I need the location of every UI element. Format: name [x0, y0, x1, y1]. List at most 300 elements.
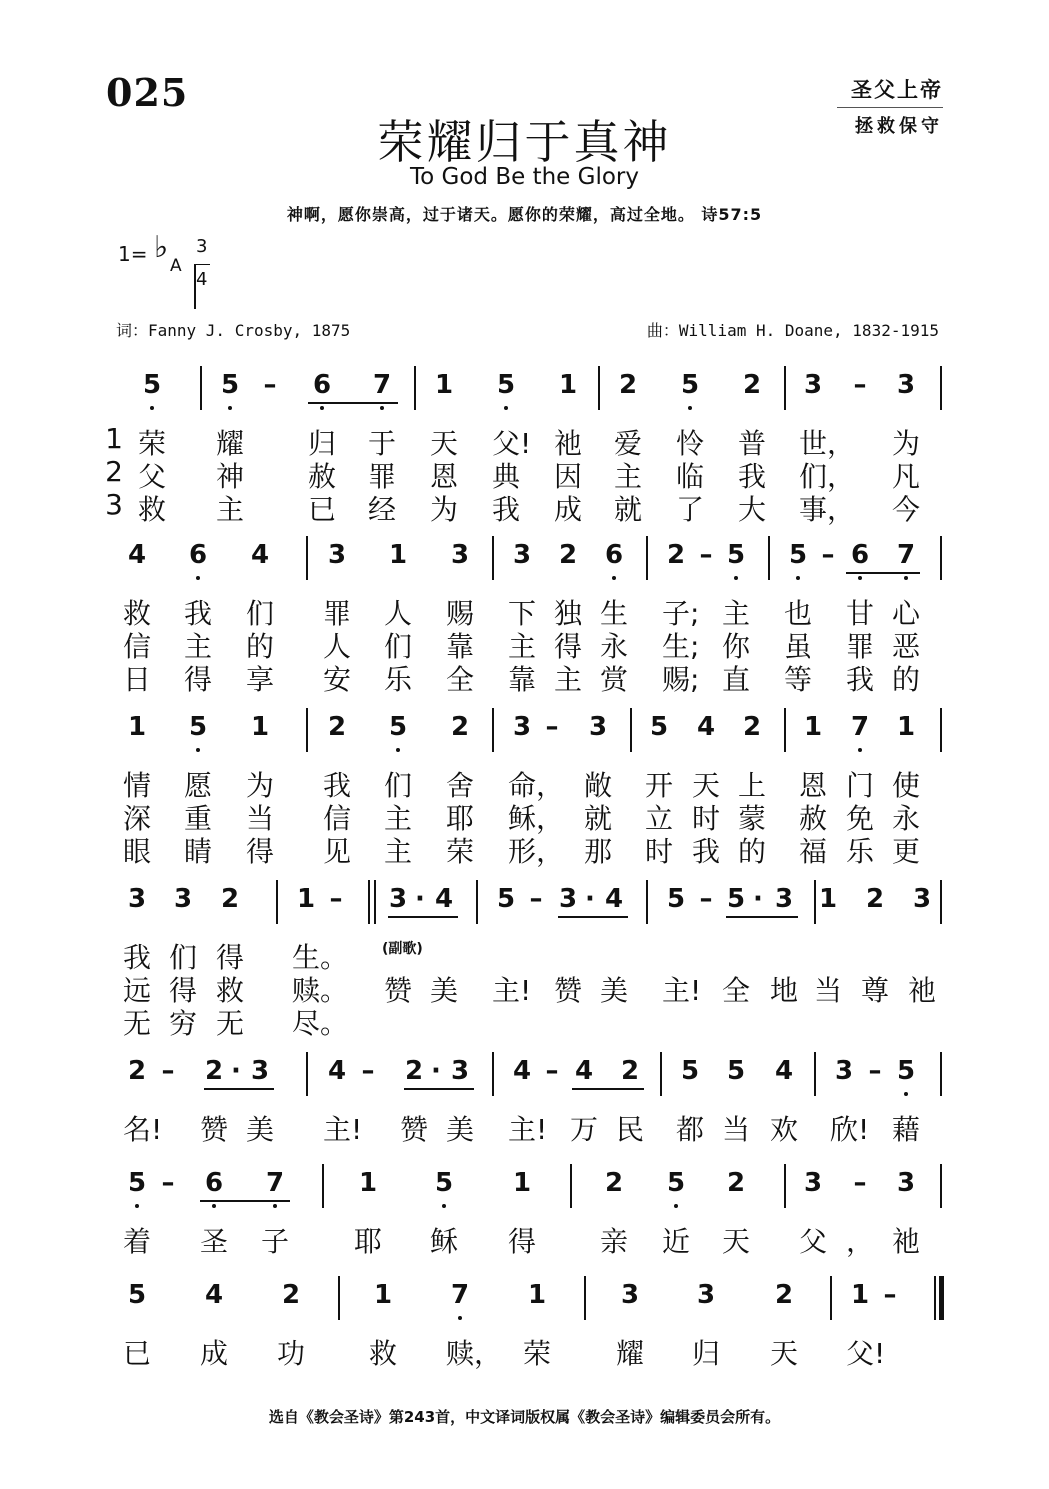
note: 5	[788, 540, 808, 570]
note: 6	[604, 540, 624, 570]
lyric-char: 主	[383, 835, 412, 868]
note: 5	[666, 884, 686, 914]
note: 7	[896, 540, 916, 570]
lyric-char: 上	[737, 769, 766, 802]
beam-underline	[846, 572, 920, 574]
hold-dash: –	[821, 540, 835, 570]
lyric-char: 生;	[662, 630, 700, 663]
lyric-char: 恩	[798, 769, 827, 802]
lyric-char: 无	[215, 1007, 244, 1040]
lyric-char: 成	[199, 1337, 228, 1370]
refrain-label: (副歌)	[382, 941, 423, 957]
lyric-char: 就	[613, 493, 642, 526]
lyric-char: 人	[383, 597, 412, 630]
lyric-char: 深	[122, 802, 151, 835]
lyric-line	[0, 488, 1049, 526]
lyric-char: 天	[721, 1225, 750, 1258]
bar-line	[830, 1276, 832, 1320]
low-octave-dot	[904, 576, 908, 580]
lyric-char: 圣	[199, 1225, 228, 1258]
lyric-char: 门	[845, 769, 874, 802]
dot-rhythm: ·	[431, 1056, 441, 1086]
lyric-char: 尊	[860, 974, 889, 1007]
lyric-char: 赎，	[446, 1337, 503, 1370]
lyric-char: 着	[122, 1225, 151, 1258]
lyric-char: 全	[445, 663, 474, 696]
time-denominator: 4	[196, 269, 208, 290]
bar-line	[660, 1052, 662, 1096]
bar-line	[814, 1052, 816, 1096]
lyric-char: 赦	[798, 802, 827, 835]
lyric-char: 我	[122, 941, 151, 974]
note: 1	[527, 1280, 547, 1310]
bar-line	[768, 536, 770, 580]
lyric-line	[0, 764, 1049, 802]
lyric-char: 重	[183, 802, 212, 835]
lyric-char: 赞	[553, 974, 582, 1007]
hold-dash: –	[329, 884, 343, 914]
double-bar-line	[374, 880, 376, 924]
beam-underline	[308, 402, 398, 404]
note: 5	[142, 370, 162, 400]
lyric-char: 救	[122, 597, 151, 630]
note: 5	[434, 1168, 454, 1198]
lyric-char: 赏	[599, 663, 628, 696]
lyric-char: 主	[613, 460, 642, 493]
low-octave-dot	[612, 576, 616, 580]
bar-line	[322, 1164, 324, 1208]
note: 5	[220, 370, 240, 400]
lyric-char: 我	[491, 493, 520, 526]
note: 2	[281, 1280, 301, 1310]
bar-line	[306, 536, 308, 580]
lyric-char: 日	[122, 663, 151, 696]
note: 1	[558, 370, 578, 400]
bar-line	[784, 1164, 786, 1208]
lyric-char: 于	[367, 427, 396, 460]
lyric-char: 美	[445, 1113, 474, 1146]
lyric-char: 主	[215, 493, 244, 526]
note: 7	[265, 1168, 285, 1198]
lyric-char: 祂	[907, 974, 936, 1007]
lyric-char: 当	[813, 974, 842, 1007]
lyricist-credit: 词：Fanny J. Crosby, 1875	[116, 321, 351, 340]
low-octave-dot	[150, 406, 154, 410]
lyric-line	[0, 1220, 1049, 1258]
lyric-char: 耶	[353, 1225, 382, 1258]
note: 2	[666, 540, 686, 570]
note: 1	[850, 1280, 870, 1310]
lyric-char: 救	[137, 493, 166, 526]
lyric-char: 享	[245, 663, 274, 696]
lyric-char: 我	[183, 597, 212, 630]
note: 1	[388, 540, 408, 570]
lyric-line	[0, 1002, 1049, 1040]
bar-line	[940, 1052, 942, 1096]
lyric-char: 欣!	[830, 1113, 870, 1146]
low-octave-dot	[396, 748, 400, 752]
note: 3	[127, 884, 147, 914]
lyric-char: 直	[721, 663, 750, 696]
lyric-char: 都	[675, 1113, 704, 1146]
lyric-char: 当	[721, 1113, 750, 1146]
lyric-char: 形，	[508, 835, 565, 868]
low-octave-dot	[442, 1204, 446, 1208]
lyric-char: 归	[691, 1337, 720, 1370]
note: 4	[604, 884, 624, 914]
note: 6	[204, 1168, 224, 1198]
note: 2	[558, 540, 578, 570]
note: 5	[188, 712, 208, 742]
lyric-char: 天	[691, 769, 720, 802]
lyric-char: 罪	[845, 630, 874, 663]
low-octave-dot	[212, 1204, 216, 1208]
lyric-char: 主!	[508, 1113, 548, 1146]
note: 5	[666, 1168, 686, 1198]
flat-sign: ♭	[154, 230, 169, 265]
lyric-char: 主	[721, 597, 750, 630]
note: 5	[649, 712, 669, 742]
lyric-char: 耀	[615, 1337, 644, 1370]
lyric-char: 也	[783, 597, 812, 630]
lyric-char: 子	[260, 1225, 289, 1258]
lyric-char: 见	[322, 835, 351, 868]
lyric-char: 当	[245, 802, 274, 835]
lyric-char: 近	[661, 1225, 690, 1258]
notation-row	[0, 1276, 1049, 1322]
low-octave-dot	[196, 576, 200, 580]
lyric-char: 神	[215, 460, 244, 493]
low-octave-dot	[858, 748, 862, 752]
lyric-char: 尽。	[292, 1007, 349, 1040]
lyric-char: 耀	[215, 427, 244, 460]
note: 3	[620, 1280, 640, 1310]
lyric-char: 愿	[183, 769, 212, 802]
lyric-char: 主!	[662, 974, 702, 1007]
lyric-char: 我	[845, 663, 874, 696]
bar-line	[306, 1052, 308, 1096]
lyric-char: 的	[891, 663, 920, 696]
lyric-char: 美	[429, 974, 458, 1007]
lyric-char: 你	[721, 630, 750, 663]
note: 3	[388, 884, 408, 914]
hold-dash: –	[545, 712, 559, 742]
lyric-char: 2	[105, 455, 123, 488]
note: 2	[742, 370, 762, 400]
lyric-line	[0, 797, 1049, 835]
lyric-char: 们	[168, 941, 197, 974]
lyric-line	[0, 1332, 1049, 1370]
bar-line	[630, 708, 632, 752]
hold-dash: –	[883, 1280, 897, 1310]
note: 4	[127, 540, 147, 570]
hold-dash: –	[699, 540, 713, 570]
lyric-char: 得	[553, 630, 582, 663]
lyric-char: 的	[737, 835, 766, 868]
lyric-char: 信	[122, 630, 151, 663]
lyric-char: 美	[245, 1113, 274, 1146]
lyric-char: 为	[429, 493, 458, 526]
lyric-char: 荣	[522, 1337, 551, 1370]
lyric-char: 经	[367, 493, 396, 526]
key-note: A	[170, 256, 182, 276]
hold-dash: –	[529, 884, 543, 914]
copyright-footer: 选自《教会圣诗》第243首，中文译词版权属《教会圣诗》编辑委员会所有。	[268, 1408, 781, 1426]
lyric-char: 我	[322, 769, 351, 802]
bar-line	[814, 880, 816, 924]
hold-dash: –	[699, 884, 713, 914]
bar-line	[414, 366, 416, 410]
lyric-char: 归	[307, 427, 336, 460]
lyric-char: 无	[122, 1007, 151, 1040]
hold-dash: –	[545, 1056, 559, 1086]
note: 2	[327, 712, 347, 742]
note: 6	[188, 540, 208, 570]
note: 2	[742, 712, 762, 742]
lyric-char: 永	[891, 802, 920, 835]
lyric-char: 荣	[445, 835, 474, 868]
note: 1	[803, 712, 823, 742]
lyric-char: 靠	[445, 630, 474, 663]
note: 2	[204, 1056, 224, 1086]
bar-line	[584, 1276, 586, 1320]
lyric-char: 普	[737, 427, 766, 460]
bar-line	[940, 708, 942, 752]
bar-line	[570, 1164, 572, 1208]
bar-line	[306, 708, 308, 752]
lyric-char: 生	[599, 597, 628, 630]
lyric-char: 父	[137, 460, 166, 493]
lyric-char: 那	[583, 835, 612, 868]
dot-rhythm: ·	[753, 884, 763, 914]
beam-underline	[726, 916, 798, 918]
lyric-char: 父	[798, 1225, 827, 1258]
lyric-char: 世，	[799, 427, 856, 460]
lyric-char: 主	[383, 802, 412, 835]
lyric-char: 已	[122, 1337, 151, 1370]
low-octave-dot	[904, 1092, 908, 1096]
bar-line	[940, 366, 942, 410]
lyric-char: 赞	[399, 1113, 428, 1146]
note: 4	[250, 540, 270, 570]
lyric-char: 3	[105, 488, 123, 521]
lyric-char: 乐	[383, 663, 412, 696]
note: 3	[588, 712, 608, 742]
lyric-char: 远	[122, 974, 151, 1007]
bar-line	[784, 708, 786, 752]
lyric-char: 人	[322, 630, 351, 663]
note: 3	[450, 540, 470, 570]
lyric-char: 得	[168, 974, 197, 1007]
low-octave-dot	[380, 406, 384, 410]
lyric-char: 藉	[891, 1113, 920, 1146]
lyric-char: 独	[553, 597, 582, 630]
lyric-char: 地	[769, 974, 798, 1007]
lyric-char: 主	[183, 630, 212, 663]
composer-credit: 曲：William H. Doane, 1832-1915	[646, 321, 939, 340]
category-main: 圣父上帝	[837, 74, 943, 108]
lyric-char: 为	[245, 769, 274, 802]
lyric-char: 免	[845, 802, 874, 835]
lyric-line	[0, 830, 1049, 868]
lyric-line	[0, 936, 1049, 974]
notation-row	[0, 536, 1049, 582]
hymn-title: 荣耀归于真神	[377, 115, 672, 169]
lyric-char: 父!	[846, 1337, 886, 1370]
low-octave-dot	[734, 576, 738, 580]
lyric-char: 时	[644, 835, 673, 868]
hold-dash: –	[868, 1056, 882, 1086]
double-bar-line	[368, 880, 370, 924]
lyric-char: 们	[383, 630, 412, 663]
note: 3	[803, 1168, 823, 1198]
lyric-char: 天	[429, 427, 458, 460]
low-octave-dot	[196, 748, 200, 752]
note: 2	[127, 1056, 147, 1086]
lyric-char: 我	[737, 460, 766, 493]
lyric-line	[0, 1108, 1049, 1146]
note: 4	[434, 884, 454, 914]
lyric-char: 罪	[322, 597, 351, 630]
bar-line	[646, 536, 648, 580]
lyric-char: 欢	[769, 1113, 798, 1146]
note: 4	[574, 1056, 594, 1086]
note: 2	[620, 1056, 640, 1086]
key-signature	[118, 230, 208, 290]
note: 6	[850, 540, 870, 570]
lyric-char: 大	[737, 493, 766, 526]
note: 5	[726, 884, 746, 914]
lyric-char: 甘	[845, 597, 874, 630]
low-octave-dot	[504, 406, 508, 410]
lyric-line	[0, 658, 1049, 696]
note: 3	[250, 1056, 270, 1086]
lyric-char: 得	[215, 941, 244, 974]
lyric-char: 万	[569, 1113, 598, 1146]
bar-line	[940, 536, 942, 580]
note: 3	[696, 1280, 716, 1310]
note: 5	[680, 1056, 700, 1086]
note: 1	[296, 884, 316, 914]
note: 2	[865, 884, 885, 914]
hymn-number: 025	[106, 70, 189, 115]
lyric-char: 穷	[168, 1007, 197, 1040]
beam-underline	[388, 916, 458, 918]
lyric-char: ，	[845, 1225, 874, 1258]
note: 3	[896, 1168, 916, 1198]
lyric-char: 为	[891, 427, 920, 460]
note: 1	[896, 712, 916, 742]
lyric-char: 主!	[323, 1113, 363, 1146]
lyric-char: 成	[553, 493, 582, 526]
bar-line	[598, 366, 600, 410]
lyric-char: 就	[583, 802, 612, 835]
lyric-char: 的	[245, 630, 274, 663]
note: 3	[450, 1056, 470, 1086]
note: 3	[512, 540, 532, 570]
lyric-char: 恶	[891, 630, 920, 663]
lyric-char: 赐	[445, 597, 474, 630]
lyric-char: 全	[721, 974, 750, 1007]
note: 3	[774, 884, 794, 914]
note: 3	[912, 884, 932, 914]
low-octave-dot	[320, 406, 324, 410]
note: 5	[388, 712, 408, 742]
lyric-char: 主	[553, 663, 582, 696]
low-octave-dot	[674, 1204, 678, 1208]
lyric-char: 靠	[507, 663, 536, 696]
hold-dash: –	[263, 370, 277, 400]
lyric-char: 们，	[799, 460, 856, 493]
lyric-char: 安	[322, 663, 351, 696]
note: 4	[774, 1056, 794, 1086]
bar-line	[646, 880, 648, 924]
note: 4	[512, 1056, 532, 1086]
note: 5	[726, 1056, 746, 1086]
notation-row	[0, 880, 1049, 926]
category-sub: 拯救保守	[855, 116, 943, 137]
note: 1	[512, 1168, 532, 1198]
lyric-char: 乐	[845, 835, 874, 868]
hymn-subtitle: To God Be the Glory	[410, 164, 639, 190]
bar-line	[492, 1052, 494, 1096]
low-octave-dot	[858, 576, 862, 580]
note: 2	[604, 1168, 624, 1198]
note: 3	[173, 884, 193, 914]
lyric-char: 救	[368, 1337, 397, 1370]
lyric-char: 更	[891, 835, 920, 868]
note: 5	[680, 370, 700, 400]
lyric-char: 天	[769, 1337, 798, 1370]
lyric-char: 赐;	[662, 663, 700, 696]
lyric-char: 下	[507, 597, 536, 630]
lyric-char: 父!	[492, 427, 532, 460]
lyric-char: 敞	[583, 769, 612, 802]
lyric-char: 命，	[508, 769, 565, 802]
bar-line	[940, 1164, 942, 1208]
lyric-char: 赦	[307, 460, 336, 493]
final-bar-thin	[934, 1276, 936, 1320]
lyric-char: 民	[615, 1113, 644, 1146]
low-octave-dot	[458, 1316, 462, 1320]
dot-rhythm: ·	[415, 884, 425, 914]
note: 4	[327, 1056, 347, 1086]
note: 3	[512, 712, 532, 742]
lyric-char: 荣	[137, 427, 166, 460]
lyric-line	[0, 592, 1049, 630]
lyric-char: 凡	[891, 460, 920, 493]
lyric-char: 因	[553, 460, 582, 493]
lyric-char: 们	[245, 597, 274, 630]
note: 2	[726, 1168, 746, 1198]
lyric-char: 怜	[675, 427, 704, 460]
beam-underline	[200, 1200, 290, 1202]
lyric-char: 信	[322, 802, 351, 835]
lyric-char: 得	[245, 835, 274, 868]
note: 2	[220, 884, 240, 914]
lyric-char: 立	[644, 802, 673, 835]
low-octave-dot	[135, 1204, 139, 1208]
lyric-char: 今	[891, 493, 920, 526]
lyric-char: 们	[383, 769, 412, 802]
notation-row	[0, 1052, 1049, 1098]
bar-line	[492, 708, 494, 752]
hold-dash: –	[161, 1168, 175, 1198]
notation-row	[0, 366, 1049, 412]
lyric-char: 祂	[891, 1225, 920, 1258]
note: 3	[896, 370, 916, 400]
bar-line	[338, 1276, 340, 1320]
